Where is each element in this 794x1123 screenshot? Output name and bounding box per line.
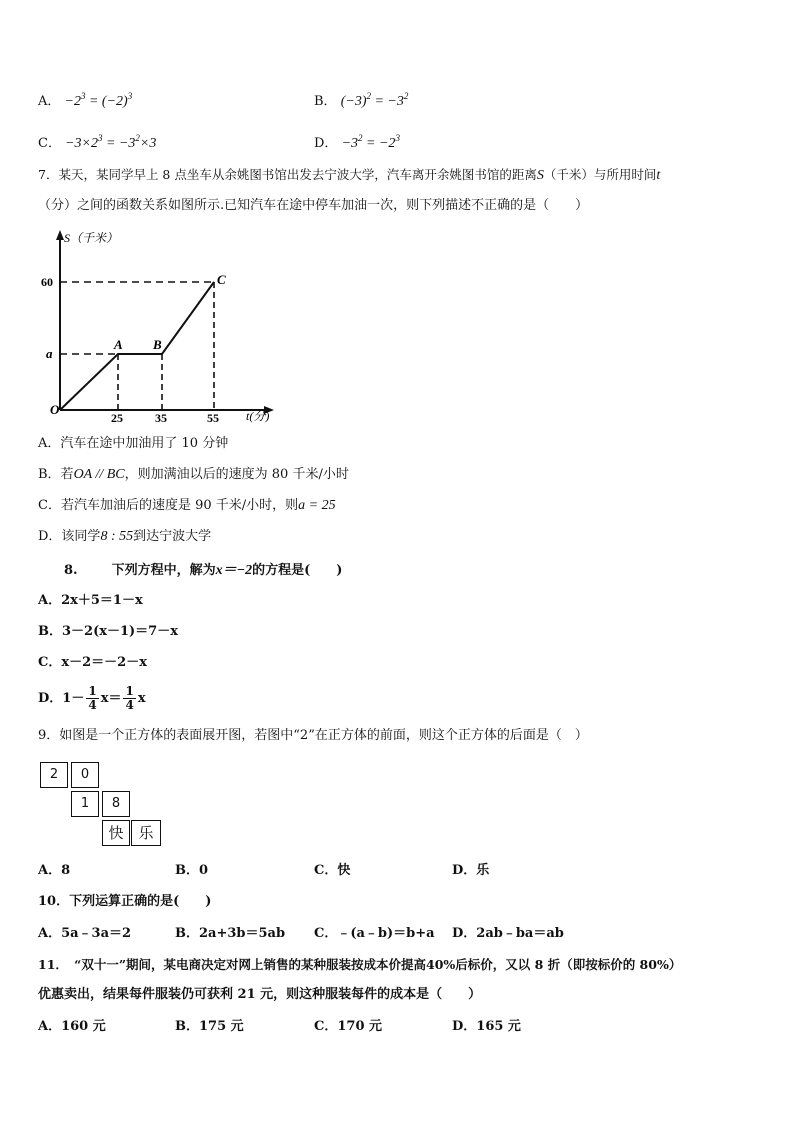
option-letter: B． — [314, 94, 337, 109]
distance-polyline — [60, 282, 214, 410]
q9-option-d: D．乐 — [452, 863, 490, 878]
y-tick-a: a — [46, 346, 53, 361]
q9-stem: 9．如图是一个正方体的表面展开图，若图中“2”在正方体的前面，则这个正方体的后面是（ ） — [38, 728, 588, 743]
q6-option-c — [38, 129, 156, 153]
q9-option-c: C．快 — [314, 863, 351, 878]
q6-option-b — [314, 87, 408, 111]
option-letter: A． — [38, 94, 61, 109]
q11-option-a: A．160 元 — [38, 1019, 106, 1034]
q9-cube-net — [40, 762, 165, 852]
q7-option-a: A．汽车在途中加油用了 10 分钟 — [38, 436, 229, 451]
q10-stem: 10．下列运算正确的是( ) — [38, 894, 212, 909]
q11-option-d: D．165 元 — [452, 1019, 521, 1034]
q6-a-expr: $-2^3 = (-2)^3$ — [64, 91, 133, 109]
y-axis-arrow — [56, 230, 64, 240]
y-tick-60: 60 — [41, 275, 53, 289]
cube-face-1: 1 — [71, 791, 99, 817]
q7-stem-line1: 7．某天，某同学早上 8 点坐车从余姚图书馆出发去宁波大学，汽车离开余姚图书馆的距离S（千米）与所用时间t — [38, 167, 661, 183]
cube-face-8: 8 — [102, 791, 130, 817]
q6-b-expr: $(-3)^2 = -3^2$ — [340, 91, 409, 109]
q7-option-b: B．若OA // BC，则加满油以后的速度为 80 千米/小时 — [38, 467, 349, 482]
q6-option-a — [38, 87, 132, 111]
q10-option-a: A．5a﹣3a＝2 — [38, 926, 132, 941]
cube-face-0: 0 — [71, 762, 99, 788]
q10-option-c: C．﹣(a﹣b)＝b+a — [314, 926, 435, 941]
option-letter: C． — [38, 136, 61, 151]
q10-option-b: B．2a+3b＝5ab — [175, 926, 286, 941]
q8-option-d: D．1－ $\frac{1}{4}$ x＝ $\frac{1}{4}$ x — [38, 684, 146, 712]
x-tick-35: 35 — [155, 411, 167, 425]
q11-option-b: B．175 元 — [175, 1019, 244, 1034]
cube-face-kuai: 快 — [102, 820, 130, 846]
x-tick-25: 25 — [111, 411, 123, 425]
q7-option-c: C．若汽车加油后的速度是 90 千米/小时，则a = 25 — [38, 498, 336, 513]
point-a-label: A — [114, 337, 123, 352]
point-b-label: B — [153, 337, 162, 352]
q8-option-c: C．x－2＝－2－x — [38, 655, 147, 670]
q6-c-expr: $-3\times 2^3 = -3^2\times 3$ — [65, 133, 157, 151]
x-tick-55: 55 — [207, 411, 219, 425]
fraction-1-4: $\frac{1}{4}$ — [125, 684, 134, 712]
q7-distance-time-graph — [38, 228, 288, 428]
fraction-1-4: $\frac{1}{4}$ — [88, 684, 97, 712]
q6-d-expr: $-3^2 = -2^3$ — [341, 133, 400, 151]
point-c-label: C — [217, 272, 226, 287]
origin-label: O — [50, 402, 60, 417]
q11-stem-line2: 优惠卖出，结果每件服装仍可获利 21 元，则这种服装每件的成本是（ ） — [38, 987, 482, 1002]
q8-stem: 8. 下列方程中，解为x＝−2的方程是( ) — [64, 563, 343, 578]
q7-option-d: D．该同学8 : 55到达宁波大学 — [38, 529, 212, 544]
x-axis-label: t(分) — [246, 409, 270, 423]
q9-option-a: A．8 — [38, 863, 71, 878]
cube-face-le: 乐 — [131, 820, 161, 846]
q10-option-d: D．2ab﹣ba＝ab — [452, 926, 564, 941]
option-letter: D． — [314, 136, 338, 151]
q8-option-a: A．2x＋5＝1－x — [38, 593, 143, 608]
q11-stem-line1: 11． “双十一”期间，某电商决定对网上销售的某种服装按成本价提高40%后标价，又以 8 折（即按标价的 80%） — [38, 957, 682, 972]
q6-option-d — [314, 129, 400, 153]
q8-option-b: B．3－2(x－1)＝7－x — [38, 624, 178, 639]
cube-face-2: 2 — [40, 762, 68, 788]
q11-option-c: C．170 元 — [314, 1019, 383, 1034]
y-axis-label: S（千米） — [64, 231, 119, 245]
q9-option-b: B．0 — [175, 863, 209, 878]
q7-stem-line2: （分）之间的函数关系如图所示.已知汽车在途中停车加油一次，则下列描述不正确的是（ ） — [38, 198, 589, 213]
